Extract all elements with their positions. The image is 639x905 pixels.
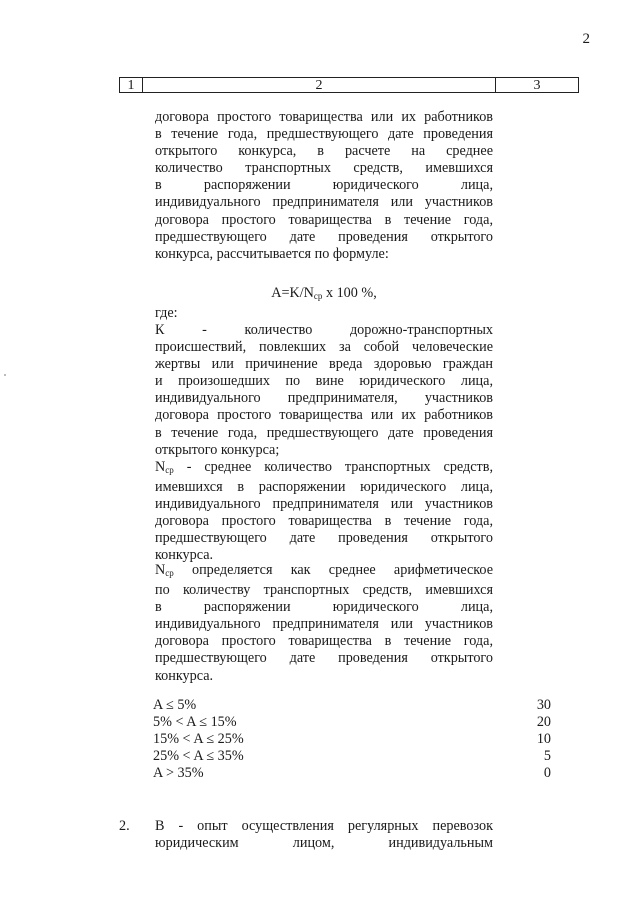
score-condition: 5% < A ≤ 15% <box>153 714 237 730</box>
score-row <box>153 714 551 731</box>
text-line: предшествующего дате проведения открытого <box>155 530 493 547</box>
score-points: 20 <box>536 714 551 730</box>
item-number: 2. <box>119 818 130 834</box>
formula-prefix: A=K/N <box>271 285 314 301</box>
text-line: $N_{ср}$ определяется как среднее арифметическое <box>155 562 493 578</box>
scan-speck <box>4 374 6 376</box>
text-line: конкурса. <box>155 547 214 564</box>
text-line: жертвы или причинение вреда здоровью граждан <box>155 356 493 373</box>
score-points: 5 <box>543 748 551 764</box>
text-line: индивидуального предпринимателя или участников <box>155 496 493 513</box>
text-line: договора простого товарищества в течение года, <box>155 633 493 650</box>
text-line: юридическим лицом, индивидуальным <box>155 835 493 852</box>
header-cell-2: 2 <box>143 78 496 92</box>
score-condition: 25% < A ≤ 35% <box>153 748 244 764</box>
text-line: количество транспортных средств, имевшихся <box>155 160 493 177</box>
text-line: конкурса. <box>155 667 214 684</box>
score-row <box>153 697 551 714</box>
text-line: открытого конкурса, в расчете на среднее <box>155 143 493 160</box>
text-line: договора простого товарищества или их работников <box>155 407 493 424</box>
score-condition: A > 35% <box>153 765 204 781</box>
text-line: происшествий, повлекших за собой человеческие <box>155 339 493 356</box>
header-cell-3: 3 <box>533 78 541 93</box>
text-line: в распоряжении юридического лица, <box>155 599 493 616</box>
text-line: имевшихся в распоряжении юридического лица, <box>155 479 493 496</box>
score-condition: 15% < A ≤ 25% <box>153 731 244 747</box>
formula-suffix: x 100 %, <box>322 285 377 301</box>
text-line: в течение года, предшествующего дате проведения <box>155 424 493 441</box>
ncp-calculation <box>155 562 493 685</box>
text-line: индивидуального предпринимателя или участников <box>155 194 493 211</box>
score-points: 0 <box>543 765 551 781</box>
formula <box>155 285 493 302</box>
text-line: B - опыт осуществления регулярных перевозок <box>155 818 493 834</box>
text-line: предшествующего дате проведения открытого <box>155 650 493 667</box>
text-line: $N_{ср}$ - среднее количество транспортных средств, <box>155 459 493 475</box>
table-header-row <box>119 77 579 93</box>
score-row <box>153 731 551 748</box>
text-line: индивидуального предпринимателя, участников <box>155 390 493 407</box>
text-line: индивидуального предпринимателя или участников <box>155 616 493 633</box>
text-line: предшествующего дате проведения открытого <box>155 228 493 245</box>
score-points: 30 <box>536 697 551 713</box>
header-cell-1: 1 <box>120 78 143 92</box>
text-line: конкурса, рассчитывается по формуле: <box>155 245 389 262</box>
text-line: по количеству транспортных средств, имевшихся <box>155 582 493 599</box>
text-line: договора простого товарищества в течение года, <box>155 211 493 228</box>
score-condition: A ≤ 5% <box>153 697 197 713</box>
text-line: в распоряжении юридического лица, <box>155 177 493 194</box>
text-line: договора простого товарищества в течение года, <box>155 513 493 530</box>
where-label: где: <box>155 305 178 321</box>
text-line: в течение года, предшествующего дате проведения <box>155 126 493 143</box>
text-line: открытого конкурса; <box>155 441 280 458</box>
text-line: К - количество дорожно-транспортных <box>155 322 493 338</box>
ncp-definition <box>155 459 493 565</box>
k-definition <box>155 322 493 459</box>
formula-subscript: ср <box>313 291 323 301</box>
text-line: и произошедших по вине юридического лица, <box>155 373 493 390</box>
score-points: 10 <box>536 731 551 747</box>
score-row <box>153 748 551 765</box>
score-row <box>153 765 551 782</box>
page-number: 2 <box>582 31 590 47</box>
item-2-text <box>155 818 493 852</box>
text-line: договора простого товарищества или их работников <box>155 109 493 125</box>
paragraph-intro <box>155 109 493 263</box>
